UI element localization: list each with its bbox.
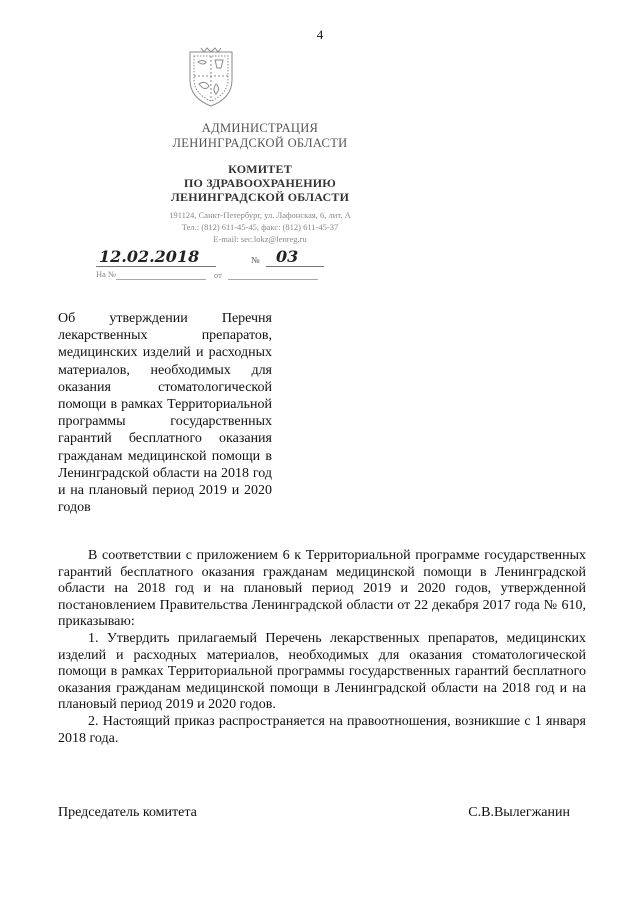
reference-date-underline (228, 279, 318, 280)
committee-line-3: ЛЕНИНГРАДСКОЙ ОБЛАСТИ (170, 190, 350, 204)
committee-line-1: КОМИТЕТ (228, 162, 292, 176)
page-number: 4 (316, 27, 324, 42)
reference-underline (116, 279, 206, 280)
org-line-2: ЛЕНИНГРАДСКОЙ ОБЛАСТИ (172, 136, 348, 150)
registration-row (96, 247, 326, 269)
number-label: № (251, 255, 260, 265)
number-underline (266, 266, 324, 267)
document-date: 12.02.2018 (99, 247, 200, 266)
letterhead-committee (100, 162, 420, 204)
document-body (58, 548, 586, 747)
reference-from-label: от (214, 270, 222, 280)
letterhead-address (100, 209, 420, 245)
reference-label: На № (96, 269, 117, 279)
document-number: 03 (276, 247, 299, 266)
body-preamble: В соответствии с приложением 6 к Территориальной программе государственных гарантий бесплатного оказания гражданам медицинской помощи в Ленинградской области на 2018 год и на плановый период 2019 и 2020 годов, утвержденной постановлением Правительства Ленинградской области от 22 декабря 2017 года № 610, приказываю: (58, 548, 586, 630)
body-item-1: 1. Утвердить прилагаемый Перечень лекарственных препаратов, медицинских изделий и расходных материалов, необходимых для оказания стоматологической помощи в рамках Территориальной программы государственных гарантий бесплатного оказания гражданам медицинской помощи в Ленинградской области на 2018 год и на плановый период 2019 и 2020 годов. (58, 630, 586, 713)
letterhead-administration (100, 121, 420, 151)
signatory-name: С.В.Вылегжанин (468, 805, 570, 820)
date-underline (96, 266, 216, 267)
body-item-2: 2. Настоящий приказ распространяется на правоотношения, возникшие с 1 января 2018 года. (58, 713, 586, 746)
address-line-1: 191124, Санкт-Петербург, ул. Лафонская, 6, лит. А (169, 210, 351, 220)
reference-row (96, 269, 326, 283)
coat-of-arms-emblem (186, 46, 236, 108)
signatory-role: Председатель комитета (58, 805, 197, 820)
document-subject: Об утверждении Перечня лекарственных препаратов, медицинских изделий и расходных материалов, необходимых для оказания стоматологической помощи в рамках Территориальной программы государственных гарантий бесплатного оказания гражданам медицинской помощи в Ленинградской области на 2018 год и на плановый период 2019 и 2020 годов (58, 311, 272, 516)
address-line-3: E-mail: sec.lokz@lenreg.ru (213, 234, 307, 244)
org-line-1: АДМИНИСТРАЦИЯ (201, 121, 319, 135)
committee-line-2: ПО ЗДРАВООХРАНЕНИЮ (184, 176, 336, 190)
address-line-2: Тел.: (812) 611-45-45, факс: (812) 611-45-37 (181, 222, 339, 232)
